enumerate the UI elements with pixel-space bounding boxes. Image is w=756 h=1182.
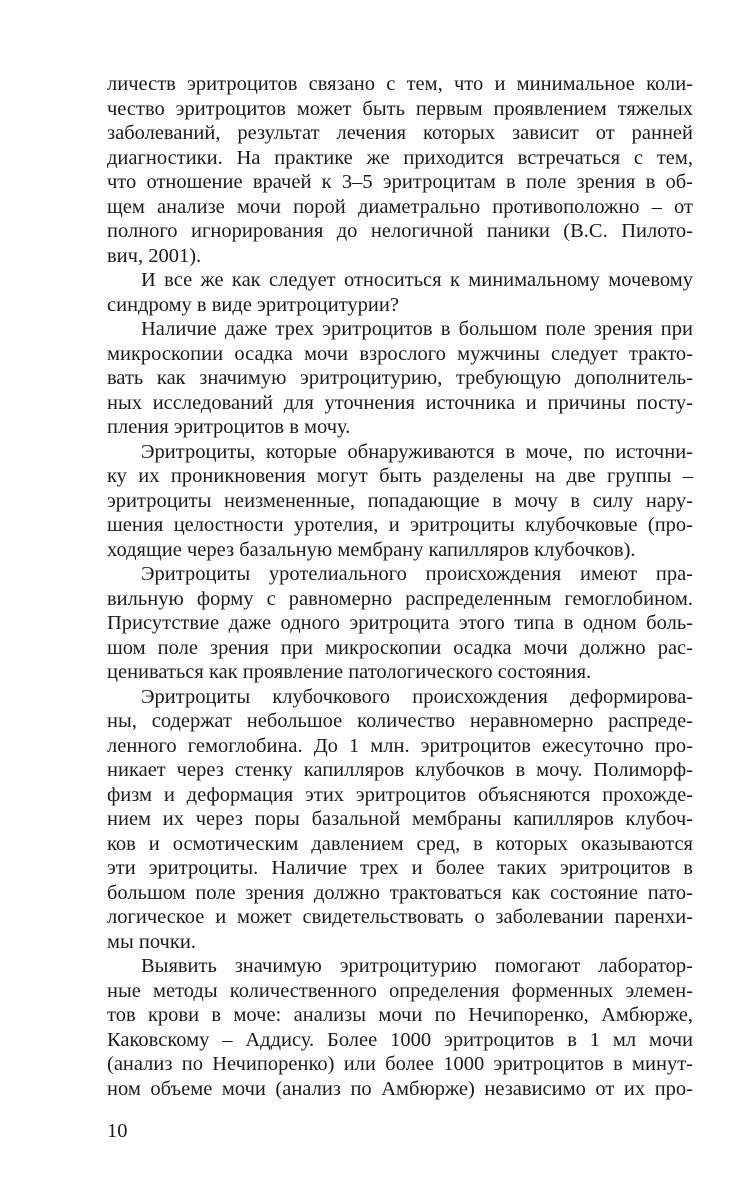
text-line: заболеваний, результат лечения которых зависит от ранней [107,122,693,144]
text-line: шения целостности уротелия, и эритроциты клубочковые (про- [107,514,693,536]
text-line: нием их через поры базальной мембраны капилляров клубоч- [107,808,693,830]
text-line: ные методы количественного определения форменных элемен- [107,979,693,1002]
text-line: ков и осмотическим давлением сред, в которых оказываются [107,832,693,855]
text-line: эти эритроциты. Наличие трех и более таких эритроцитов в [107,857,693,879]
text-line: полного игнорирования до нелогичной паники (В.С. Пилото- [107,220,693,242]
text-line: синдрому в виде эритроцитурии? [107,293,399,316]
text-line: ны, содержат небольшое количество неравномерно распреде- [107,710,693,732]
text-line: цениваться как проявление патологического состояния. [107,661,592,683]
text-line: большом поле зрения должно трактоваться как состояние пато- [107,881,693,904]
text-line: Наличие даже трех эритроцитов в большом поле зрения при [141,318,693,340]
text-line: логическое и может свидетельствовать о заболевании паренхи- [107,906,693,928]
text-line: личеств эритроцитов связано с тем, что и минимальное коли- [107,73,693,95]
text-line: ку их проникновения могут быть разделены на две группы – [107,465,693,487]
paragraph [107,685,693,955]
text-line: Присутствие даже одного эритроцита этого типа в одном боль- [107,612,693,634]
text-line: чество эритроцитов может быть первым проявлением тяжелых [107,97,693,120]
text-line: что отношение врачей к 3–5 эритроцитам в поле зрения в об- [107,171,693,193]
text-line: Эритроциты уротелиального происхождения имеют пра- [141,563,693,585]
text-line: Эритроциты клубочкового происхождения деформирова- [141,685,693,708]
paragraph [107,72,693,268]
text-line: ходящие через базальную мембрану капилляров клубочков). [107,538,636,561]
text-line: Каковскому – Аддису. Более 1000 эритроцитов в 1 мл мочи [107,1028,693,1051]
text-line: пления эритроцитов в мочу. [107,416,351,438]
text-line: ных исследований для уточнения источника и причины посту- [107,391,693,414]
paragraph [107,317,693,440]
text-line: ленного гемоглобина. До 1 млн. эритроцитов ежесуточно про- [107,734,693,757]
text-line: тов крови в моче: анализы мочи по Нечипоренко, Амбюрже, [107,1004,693,1026]
text-line: никает через стенку капилляров клубочков в мочу. Полиморф- [107,759,693,781]
text-line: Эритроциты, которые обнаруживаются в моче, по источни- [141,440,693,463]
paragraph [107,562,693,685]
text-line: ном объеме мочи (анализ по Амбюрже) независимо от их про- [107,1077,693,1100]
text-line: вильную форму с равномерно распределенным гемоглобином. [107,587,693,610]
text-line: И все же как следует относиться к минимальному мочевому [141,269,693,291]
text-line: эритроциты неизмененные, попадающие в мочу в силу нару- [107,489,693,512]
text-line: щем анализе мочи порой диаметрально противоположно – от [107,195,693,218]
text-line: микроскопии осадка мочи взрослого мужчины следует тракто- [107,342,693,365]
text-line: диагностики. На практике же приходится встречаться с тем, [107,146,693,169]
text-line: шом поле зрения при микроскопии осадка мочи должно рас- [107,636,693,659]
text-line: мы почки. [107,930,196,953]
body-text [107,72,693,1101]
text-line: (анализ по Нечипоренко) или более 1000 эритроцитов в минут- [107,1053,693,1075]
text-line: Выявить значимую эритроцитурию помогают лаборатор- [141,955,693,977]
paragraph [107,440,693,563]
page-number: 10 [107,1120,128,1142]
paragraph [107,954,693,1101]
text-line: физм и деформация этих эритроцитов объясняются прохожде- [107,783,693,806]
paragraph [107,268,693,317]
text-line: вать как значимую эритроцитурию, требующую дополнитель- [107,367,693,389]
text-line: вич, 2001). [107,244,202,267]
